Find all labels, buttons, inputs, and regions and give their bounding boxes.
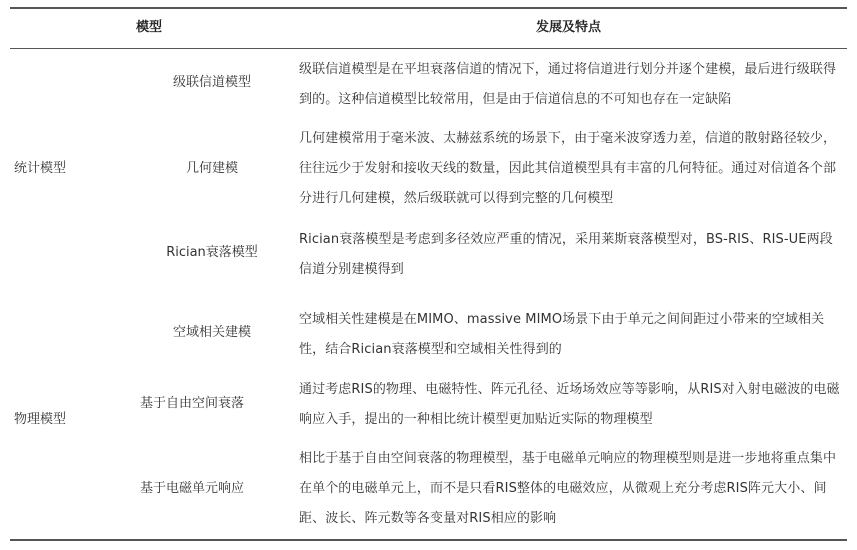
table-top-rule <box>10 7 847 9</box>
desc-rician-fading: Rician衰落模型是考虑到多径效应严重的情况，采用莱斯衰落模型对，BS-RIS、RIS-UE两段信道分别建模得到 <box>299 232 833 277</box>
header-model: 模型 <box>136 20 163 35</box>
header-divider-rule <box>10 48 847 49</box>
model-em-unit-response: 基于电磁单元响应 <box>139 481 244 496</box>
model-cascaded-channel: 级联信道模型 <box>172 75 251 90</box>
category-statistical-model: 统计模型 <box>14 161 67 176</box>
desc-cascaded-channel: 级联信道模型是在平坦衰落信道的情况下，通过将信道进行划分并逐个建模，最后进行级联得到的。这种信道模型比较常用，但是由于信道信息的不可知也存在一定缺陷 <box>299 62 837 107</box>
desc-free-space-fading: 通过考虑RIS的物理、电磁特性、阵元孔径、近场场效应等等影响，从RIS对入射电磁波的电磁响应入手，提出的一种相比统计模型更加贴近实际的物理模型 <box>299 382 840 427</box>
desc-em-unit-response: 相比于基于自由空间衰落的物理模型，基于电磁单元响应的物理模型则是进一步地将重点集中在单个的电磁单元上，而不是只看RIS整体的电磁效应，从微观上充分考虑RIS阵元大小、间距、波长、阵元数等各变量对RIS相应的影响 <box>299 451 837 526</box>
category-physical-model: 物理模型 <box>14 412 67 427</box>
model-rician-fading: Rician衰落模型 <box>166 245 258 260</box>
model-geometric: 几何建模 <box>185 161 238 176</box>
desc-spatial-correlation: 空域相关性建模是在MIMO、massive MIMO场景下由于单元之间间距过小带来的空域相关性，结合Rician衰落模型和空域相关性得到的 <box>299 312 825 357</box>
header-features: 发展及特点 <box>536 20 602 35</box>
model-free-space-fading: 基于自由空间衰落 <box>139 396 244 411</box>
table-bottom-rule <box>10 539 847 541</box>
desc-geometric: 几何建模常用于毫米波、太赫兹系统的场景下，由于毫米波穿透力差，信道的散射路径较少，往往远少于发射和接收天线的数量，因此其信道模型具有丰富的几何特征。通过对信道各个部分进行几何建模，然后级联就可以得到完整的几何模型 <box>299 131 837 206</box>
model-spatial-correlation: 空域相关建模 <box>172 325 251 340</box>
